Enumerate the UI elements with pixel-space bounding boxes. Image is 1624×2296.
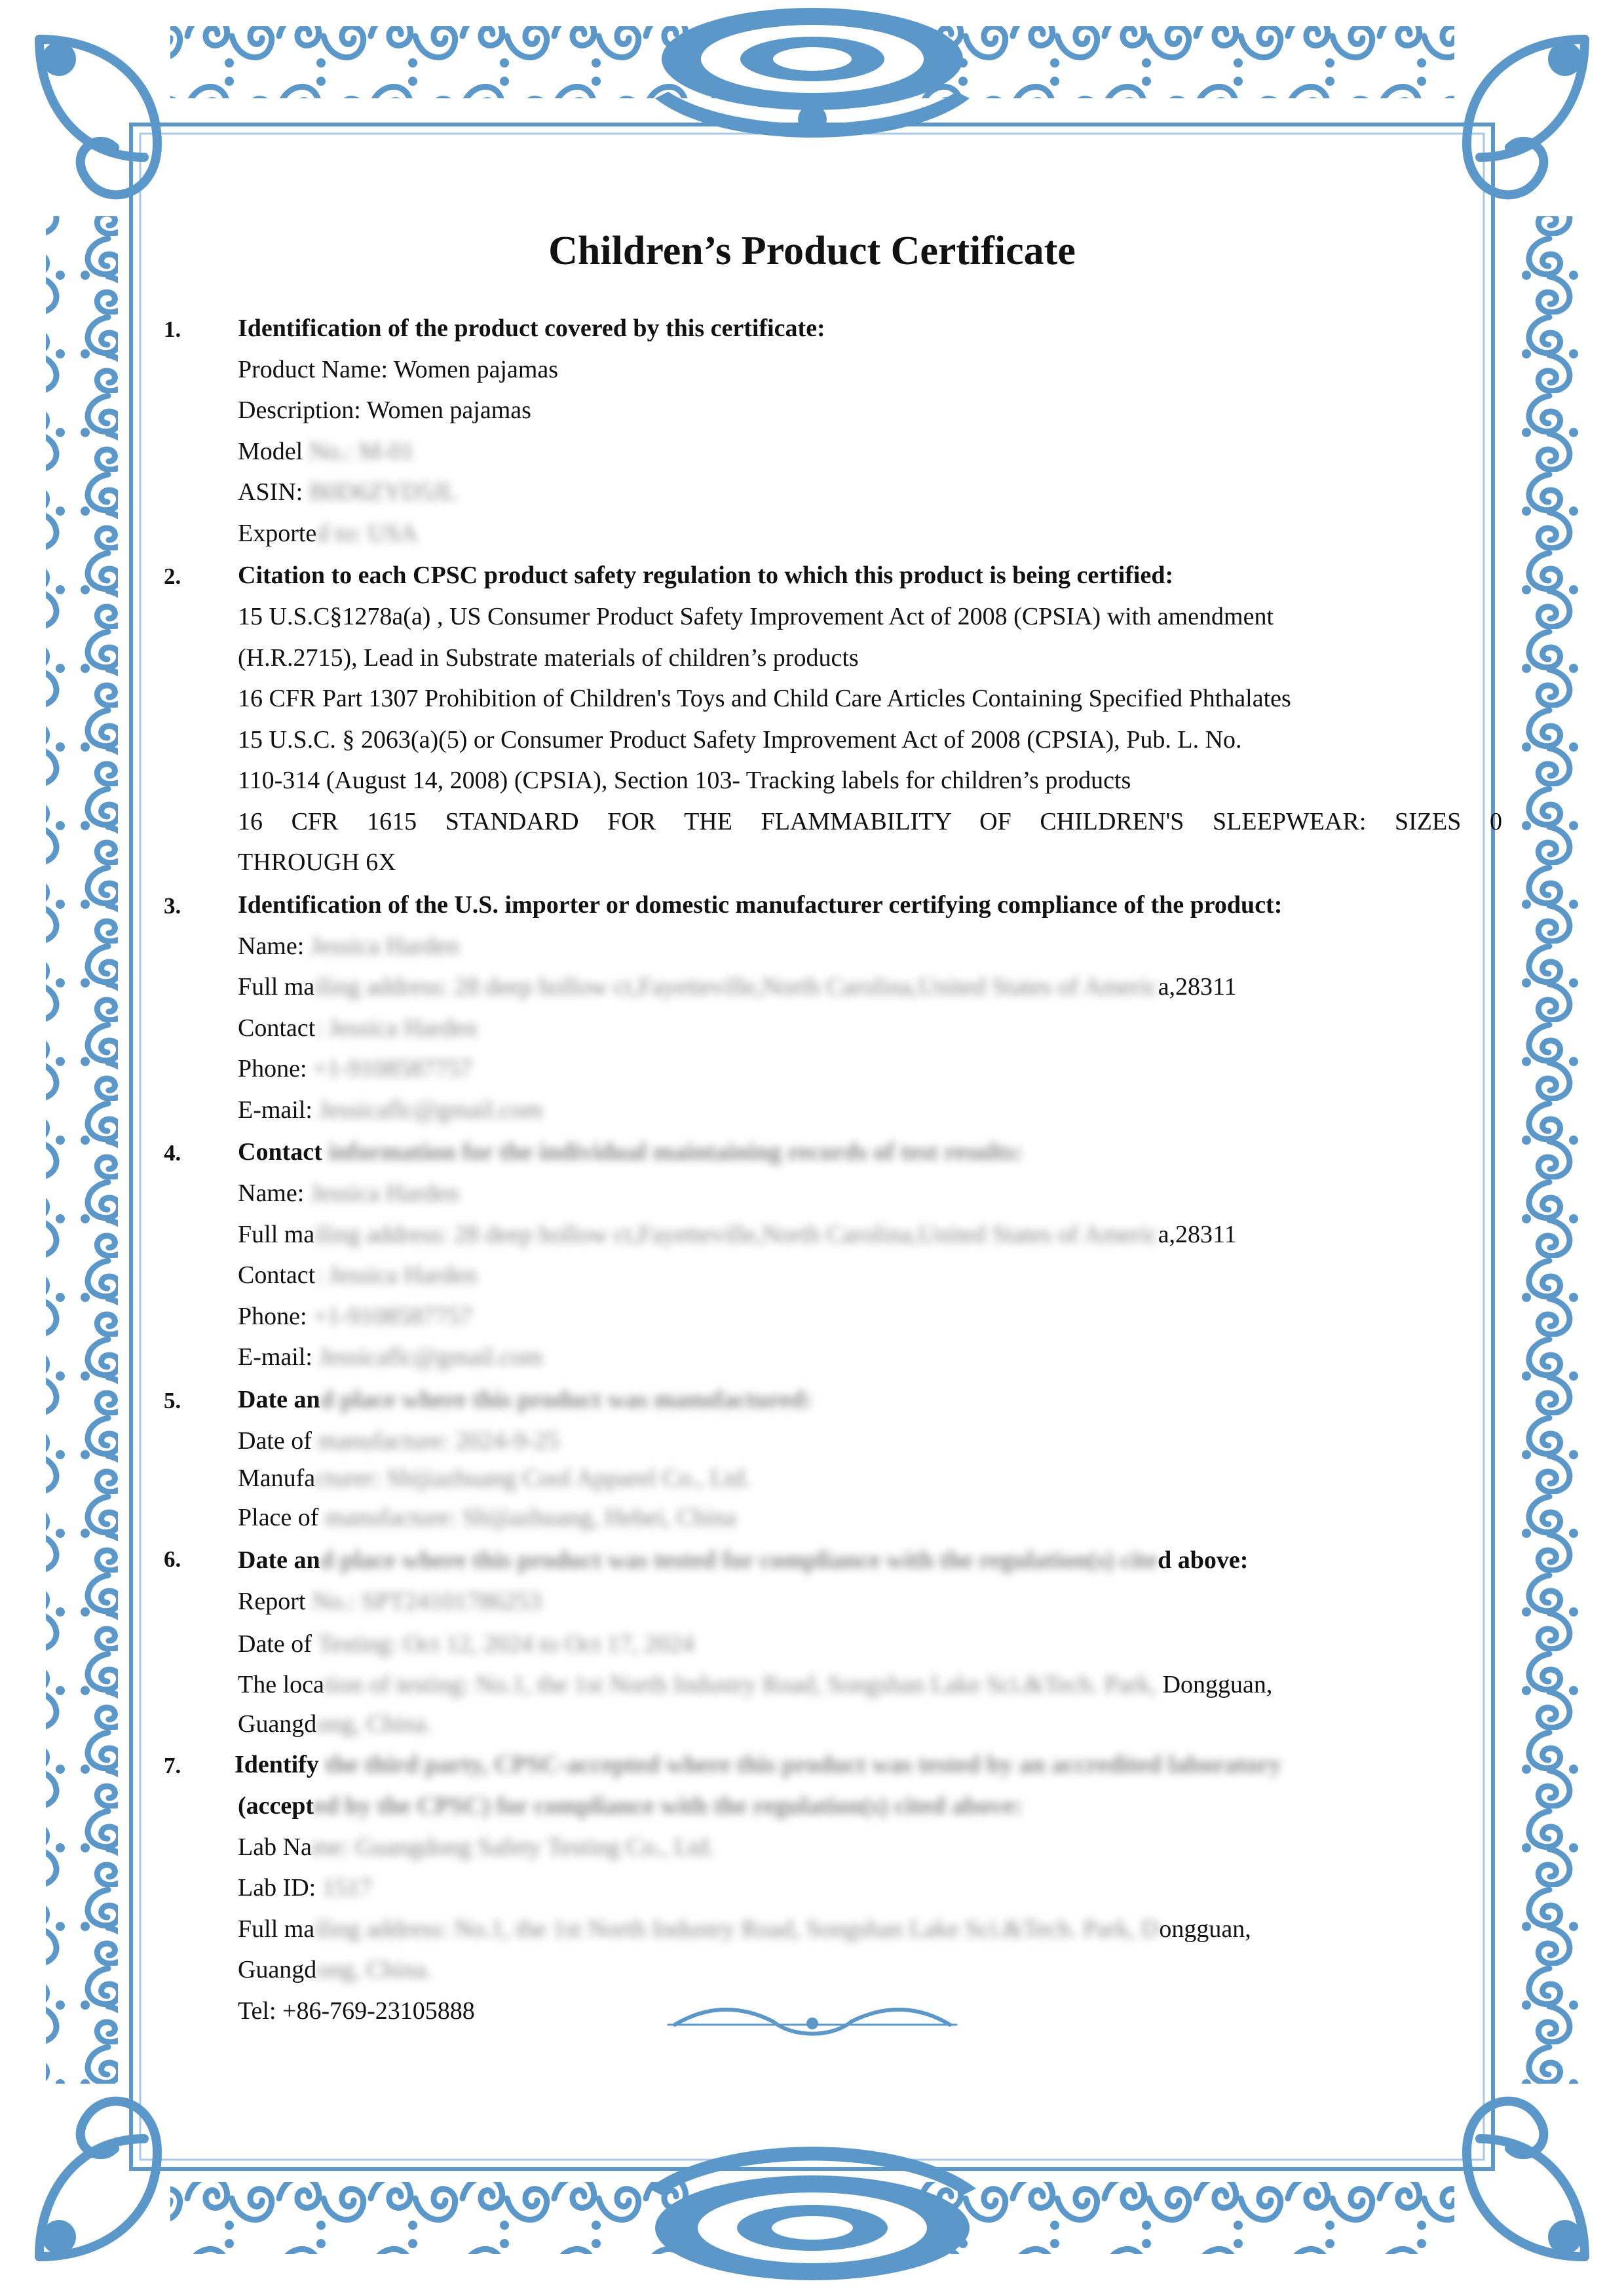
redacted-value: the third party, CPSC-accepted where this product was tested by an accredited laboratory [318, 1751, 1282, 1778]
lab-address [238, 1917, 1251, 1942]
heading-text: (accept [238, 1792, 314, 1820]
redacted-value: information for the individual maintaining records of test results: [322, 1138, 1023, 1166]
records-contact [238, 1263, 477, 1288]
section-number: 1. [164, 316, 181, 342]
heading-text: Date an [238, 1546, 320, 1574]
importer-contact [238, 1016, 477, 1041]
lab-id [238, 1875, 372, 1900]
section-heading [238, 1548, 1248, 1573]
field-label: Full ma [238, 1915, 315, 1943]
section-heading: Citation to each CPSC product safety regulation to which this product is being certified: [238, 562, 1174, 589]
redacted-value: Jessicaflc@gmail.com [318, 1343, 543, 1371]
section-heading [235, 1752, 1281, 1777]
field-tail: a,28311 [1158, 973, 1237, 1001]
product-name: Product Name: Women pajamas [238, 356, 559, 383]
redacted-value: No.: M-01 [309, 438, 415, 465]
field-label: Date of [238, 1630, 318, 1658]
redacted-value: iling address: No.1, the 1st North Industry Road, Songshan Lake Sci.&Tech. Park, D [314, 1915, 1160, 1943]
redacted-value: ong, China. [316, 1710, 432, 1738]
manufacturer [238, 1466, 751, 1491]
field-label: ASIN: [238, 478, 309, 506]
regulation-line: (H.R.2715), Lead in Substrate materials of children’s products [238, 644, 859, 672]
importer-address [238, 974, 1237, 999]
redacted-value: ed by the CPSC) for compliance with the regulation(s) cited above: [314, 1792, 1023, 1820]
manufacture-date [238, 1428, 559, 1453]
field-label: The loca [238, 1671, 324, 1698]
section-heading [238, 1139, 1023, 1164]
redacted-value: d place where this product was manufactured: [320, 1386, 813, 1413]
redacted-value: No.: SPT24101786253 [311, 1588, 542, 1615]
section-number: 4. [164, 1140, 181, 1166]
importer-name [238, 934, 459, 959]
redacted-value: Testing: Oct 12, 2024 to Oct 17, 2024 [317, 1630, 694, 1658]
records-address [238, 1222, 1237, 1247]
field-label: Manufa [238, 1464, 316, 1492]
importer-email [238, 1098, 543, 1122]
redacted-value: Jessicaflc@gmail.com [318, 1096, 543, 1124]
redacted-value: cturer: Shijiazhuang Cool Apparel Co., Ltd. [315, 1464, 751, 1492]
redacted-value: iling address: 28 deep hollow ct,Fayetteville,North Carolina,United States of Americ [314, 1221, 1158, 1248]
regulation-line: 15 U.S.C. § 2063(a)(5) or Consumer Product Safety Improvement Act of 2008 (CPSIA), Pub. L. No. [238, 726, 1242, 754]
certificate-title: Children’s Product Certificate [548, 229, 1076, 273]
lab-tel: Tel: +86-769-23105888 [238, 1997, 475, 2025]
redacted-value: tion of testing: No.1, the 1st North Industry Road, Songshan Lake Sci.&Tech. Park, [324, 1671, 1163, 1698]
records-phone [238, 1304, 472, 1329]
redacted-value: Jessica Harden [310, 932, 459, 960]
field-label: Name: [238, 1179, 311, 1207]
regulation-line: THROUGH 6X [238, 849, 396, 876]
field-label: Guangd [238, 1956, 317, 1983]
section-number: 7. [164, 1753, 181, 1778]
field-label: Full ma [238, 1221, 315, 1248]
exported-to [238, 521, 417, 546]
redacted-value: +1-9108587757 [313, 1055, 473, 1082]
heading-text: Identify [235, 1751, 319, 1778]
report-number [238, 1589, 541, 1614]
field-label: Date of [238, 1427, 318, 1455]
model-number [238, 439, 414, 464]
importer-phone [238, 1056, 472, 1081]
section-number: 6. [164, 1546, 181, 1572]
redacted-value: manufacture: 2024-9-25 [318, 1427, 559, 1455]
lab-address-cont [238, 1957, 432, 1982]
testing-location-cont [238, 1712, 432, 1736]
regulation-line: 110-314 (August 14, 2008) (CPSIA), Section 103- Tracking labels for children’s products [238, 767, 1131, 794]
field-label: Name: [238, 932, 311, 960]
redacted-value: ong, China. [316, 1956, 432, 1983]
field-label: Report [238, 1588, 312, 1615]
redacted-value: +1-9108587757 [313, 1303, 473, 1330]
redacted-value: : Jessica Harden [315, 1014, 478, 1042]
section-heading [238, 1387, 812, 1412]
field-label: Phone: [238, 1303, 314, 1330]
field-label: Guangd [238, 1710, 317, 1738]
redacted-value: B0D6ZYD5JL [309, 478, 457, 506]
redacted-value: me: Guangdong Safety Testing Co., Ltd. [311, 1833, 715, 1861]
heading-text: Date an [238, 1386, 320, 1413]
records-name [238, 1181, 459, 1206]
section-heading-cont [238, 1793, 1023, 1818]
redacted-value: d to: USA [316, 520, 418, 547]
regulation-line: 15 U.S.C§1278a(a) , US Consumer Product Safety Improvement Act of 2008 (CPSIA) with amendment [238, 603, 1274, 630]
field-label: Phone: [238, 1055, 314, 1082]
heading-tail: d above: [1158, 1546, 1249, 1574]
redacted-value: : Jessica Harden [315, 1261, 478, 1289]
field-tail: ongguan, [1159, 1915, 1251, 1943]
redacted-value: manufacture: Shijiazhuang, Hebei, China [318, 1504, 736, 1531]
regulation-line: 16 CFR 1615 STANDARD FOR THE FLAMMABILITY OF CHILDREN'S SLEEPWEAR: SIZES 0 [238, 808, 1502, 835]
field-label: Lab Na [238, 1833, 312, 1861]
lab-name [238, 1835, 715, 1860]
product-description: Description: Women pajamas [238, 396, 531, 424]
redacted-value: d place where this product was tested for compliance with the regulation(s) cite [320, 1546, 1158, 1574]
field-label: Lab ID: [238, 1874, 322, 1902]
field-tail: Dongguan, [1162, 1671, 1273, 1698]
redacted-value: Jessica Harden [310, 1179, 459, 1207]
section-number: 2. [164, 564, 181, 589]
redacted-value: 1517 [322, 1874, 372, 1902]
heading-text: Contact [238, 1138, 322, 1166]
section-heading: Identification of the U.S. importer or domestic manufacturer certifying compliance of the product: [238, 891, 1283, 919]
field-tail: a,28311 [1158, 1221, 1237, 1248]
field-label: Place of [238, 1504, 319, 1531]
records-email [238, 1345, 543, 1369]
testing-date [238, 1632, 694, 1656]
section-number: 3. [164, 893, 181, 919]
field-label: Contact [238, 1014, 316, 1042]
testing-location [238, 1672, 1272, 1697]
regulation-line: 16 CFR Part 1307 Prohibition of Children's Toys and Child Care Articles Containing Specified Phthalates [238, 685, 1291, 712]
field-label: Exporte [238, 520, 317, 547]
redacted-value: iling address: 28 deep hollow ct,Fayetteville,North Carolina,United States of Americ [314, 973, 1158, 1001]
field-label: Model [238, 438, 309, 465]
asin [238, 480, 457, 505]
field-label: E-mail: [238, 1343, 319, 1371]
field-label: E-mail: [238, 1096, 319, 1124]
field-label: Contact [238, 1261, 316, 1289]
manufacture-place [238, 1505, 736, 1530]
section-number: 5. [164, 1388, 181, 1413]
section-heading: Identification of the product covered by this certificate: [238, 315, 825, 342]
field-label: Full ma [238, 973, 315, 1001]
